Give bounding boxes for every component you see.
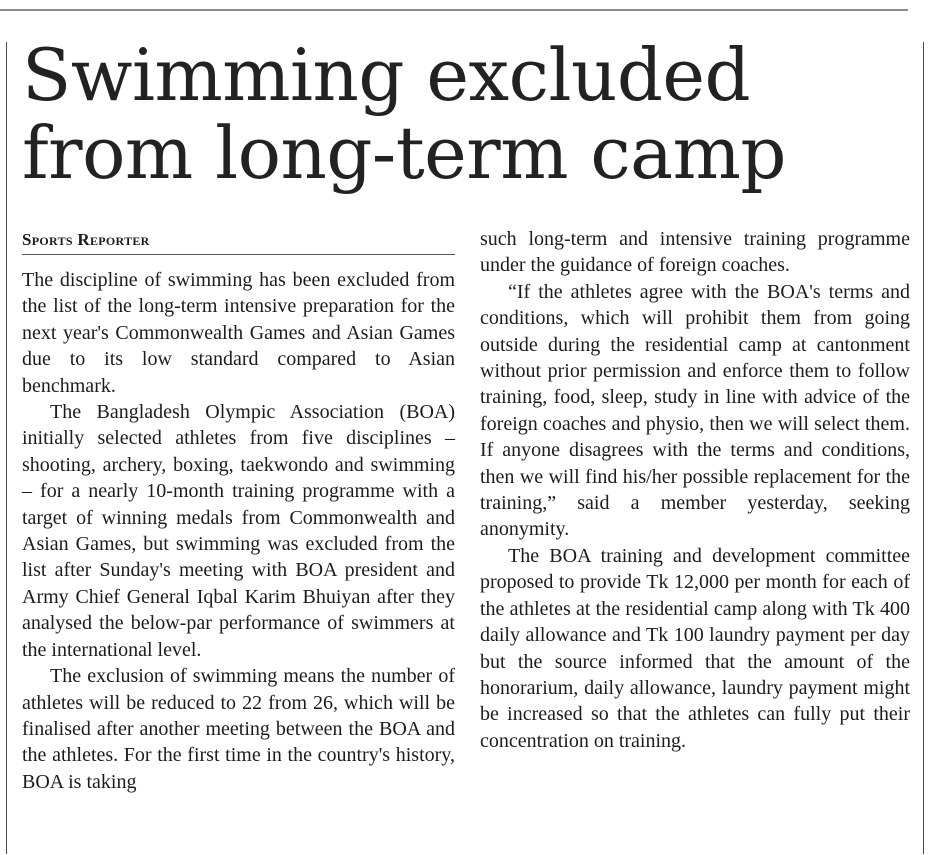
left-column-rule — [6, 42, 7, 854]
paragraph-2: The Bangladesh Olympic Association (BOA) initially selected athletes from five disciplines – shooting, archery, boxing, taekwondo and swimming – for a nearly 10-month training programme with a target of winning medals from Commonwealth and Asian Games, but swimming was excluded from the list after Sunday's meeting with BOA president and Army Chief General Iqbal Karim Bhuiyan after they analysed the below-par performance of swimmers at the international level. — [22, 401, 455, 661]
headline: Swimming excluded from long-term camp — [22, 33, 786, 195]
byline-rule — [22, 254, 455, 255]
top-rule — [0, 9, 908, 11]
right-column-rule — [923, 42, 924, 854]
paragraph-3-continued: such long-term and intensive training programme under the guidance of foreign coaches. — [480, 228, 910, 277]
left-column — [22, 267, 455, 795]
paragraph-5: The BOA training and development committee proposed to provide Tk 12,000 per month for each of the athletes at the residential camp along with Tk 400 daily allowance and Tk 100 laundry payment per day but the source informed that the amount of the honorarium, daily allowance, laundry payment might be increased so that the athletes can fully put their concentration on training. — [480, 544, 910, 752]
paragraph-3: The exclusion of swimming means the number of athletes will be reduced to 22 from 26, which will be finalised after another meeting between the BOA and the athletes. For the first time in the country's history, BOA is taking — [22, 665, 455, 793]
paragraph-1: The discipline of swimming has been excluded from the list of the long-term intensive preparation for the next year's Commonwealth Games and Asian Games due to its low standard compared to Asian benchmark. — [22, 269, 455, 397]
byline: Sports Reporter — [22, 230, 150, 249]
paragraph-4: “If the athletes agree with the BOA's terms and conditions, which will prohibit them from going outside during the residential camp at cantonment without prior permission and enforce them to follow training, food, sleep, study in line with advice of the foreign coaches and physio, then we will select them. If anyone disagrees with the terms and conditions, then we will find his/her possible replacement for the training,” said a member yesterday, seeking anonymity. — [480, 280, 910, 541]
right-column — [480, 226, 910, 754]
